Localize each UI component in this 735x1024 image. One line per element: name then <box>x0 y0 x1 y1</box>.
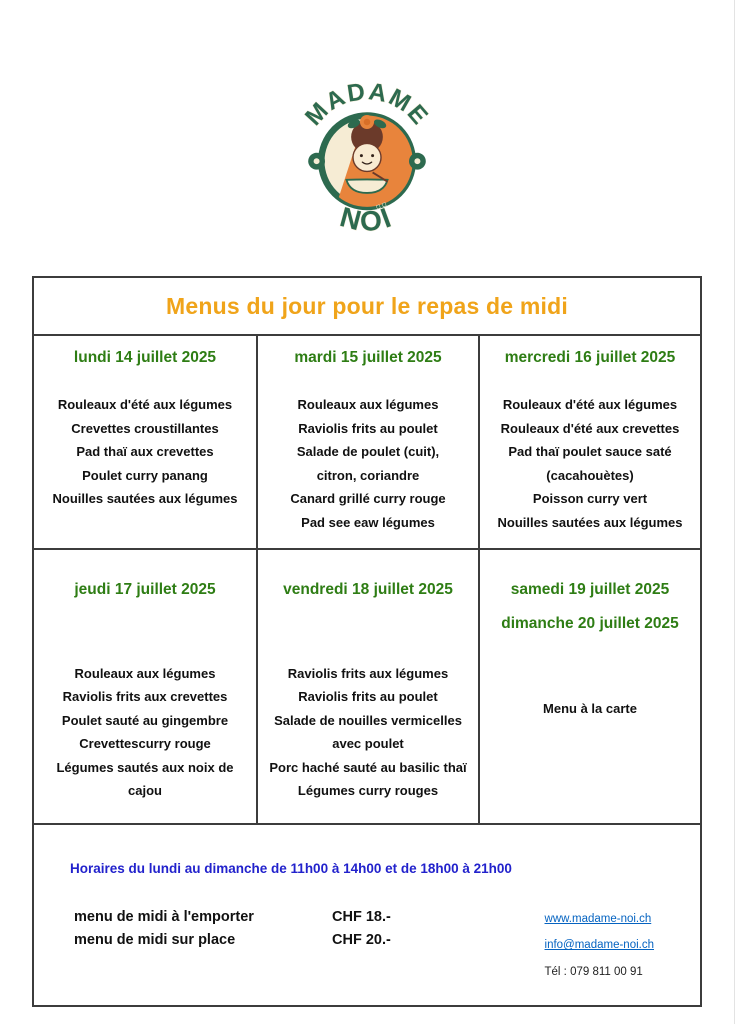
menu-table <box>32 276 702 1007</box>
day-header: jeudi 17 juillet 2025 <box>74 581 216 599</box>
day-cell-mercredi <box>478 336 700 548</box>
menu-item: Raviolis frits au poulet <box>298 689 438 705</box>
day-header: dimanche 20 juillet 2025 <box>501 614 679 632</box>
menu-item: Pad thaï poulet sauce saté <box>508 444 672 460</box>
menu-item: Crevettes croustillantes <box>71 420 219 436</box>
menu-item: Salade de poulet (cuit), <box>296 444 440 460</box>
price-block <box>74 906 391 978</box>
menu-item: Menu à la carte <box>543 701 637 717</box>
logo-text-noi: NOÏ <box>336 201 398 238</box>
menu-grid-row-2 <box>34 548 700 823</box>
logo-section <box>0 0 734 244</box>
website-link[interactable]: www.madame-noi.ch <box>544 913 652 926</box>
svg-text:NOÏ <box>337 201 398 237</box>
price-value: CHF 20.- <box>332 932 391 949</box>
price-value: CHF 18.- <box>332 909 391 926</box>
day-header: samedi 19 juillet 2025 <box>510 581 670 599</box>
menu-grid-row-1 <box>34 334 700 548</box>
menu-item: Rouleaux d'été aux légumes <box>57 397 233 413</box>
page-title: Menus du jour pour le repas de midi <box>166 292 568 319</box>
footer-columns <box>68 906 670 978</box>
menu-item: Canard grillé curry rouge <box>290 491 446 507</box>
day-cell-vendredi <box>256 550 478 823</box>
menu-title-row <box>34 278 700 334</box>
day-header: mardi 15 juillet 2025 <box>294 349 442 366</box>
day-cell-lundi <box>34 336 256 548</box>
menu-item: Poulet curry panang <box>82 467 208 483</box>
day-header: vendredi 18 juillet 2025 <box>283 581 453 599</box>
menu-item: Rouleaux d'été aux crevettes <box>500 420 680 436</box>
day-cell-jeudi <box>34 550 256 823</box>
day-items <box>264 393 472 534</box>
menu-item: Porc haché sauté au basilic thaï <box>269 759 467 775</box>
menu-item: Nouilles sautées aux légumes <box>52 491 238 507</box>
menu-item: Raviolis frits au poulet <box>298 420 438 436</box>
day-items <box>264 662 472 803</box>
menu-item: Crevettescurry rouge <box>79 736 211 752</box>
menu-item: Nouilles sautées aux légumes <box>497 514 683 530</box>
price-line <box>74 906 391 929</box>
email-link[interactable]: info@madame-noi.ch <box>544 939 654 952</box>
day-header: lundi 14 juillet 2025 <box>73 349 217 366</box>
menu-item: Rouleaux aux légumes <box>297 397 439 413</box>
day-cell-mardi <box>256 336 478 548</box>
menu-item: Poulet sauté au gingembre <box>61 712 229 728</box>
day-items <box>486 697 694 721</box>
menu-item: (cacahouètes) <box>546 467 634 483</box>
menu-item: Rouleaux d'été aux légumes <box>502 397 678 413</box>
menu-item: Légumes curry rouges <box>297 783 439 799</box>
menu-item: Salade de nouilles vermicelles <box>274 712 462 728</box>
menu-item: Poisson curry vert <box>532 491 648 507</box>
footer-section <box>34 823 700 1005</box>
logo-text-madame: MADAME <box>300 78 434 132</box>
menu-item: Raviolis frits aux crevettes <box>62 689 228 705</box>
day-header: mercredi 16 juillet 2025 <box>504 349 676 366</box>
price-label: menu de midi à l'emporter <box>74 909 254 926</box>
opening-hours-text: Horaires du lundi au dimanche de 11h00 à 14h00 et de 18h00 à 21h00 <box>70 861 512 877</box>
menu-item: Pad see eaw légumes <box>301 514 435 530</box>
menu-item: Pad thaï aux crevettes <box>76 444 214 460</box>
menu-item: Rouleaux aux légumes <box>74 665 216 681</box>
madame-noi-logo <box>283 56 451 244</box>
day-items <box>40 393 250 511</box>
day-items <box>40 662 250 803</box>
menu-item: Légumes sautés aux noix de cajou <box>56 759 234 799</box>
menu-item: citron, coriandre <box>316 467 420 483</box>
price-line <box>74 929 391 952</box>
day-items <box>486 393 694 534</box>
menu-item: Raviolis frits aux légumes <box>287 665 449 681</box>
phone-text: Tél : 079 811 00 91 <box>544 966 643 979</box>
day-cell-weekend <box>478 550 700 823</box>
price-label: menu de midi sur place <box>74 932 236 949</box>
menu-item: avec poulet <box>332 736 404 752</box>
contact-block <box>545 906 654 978</box>
